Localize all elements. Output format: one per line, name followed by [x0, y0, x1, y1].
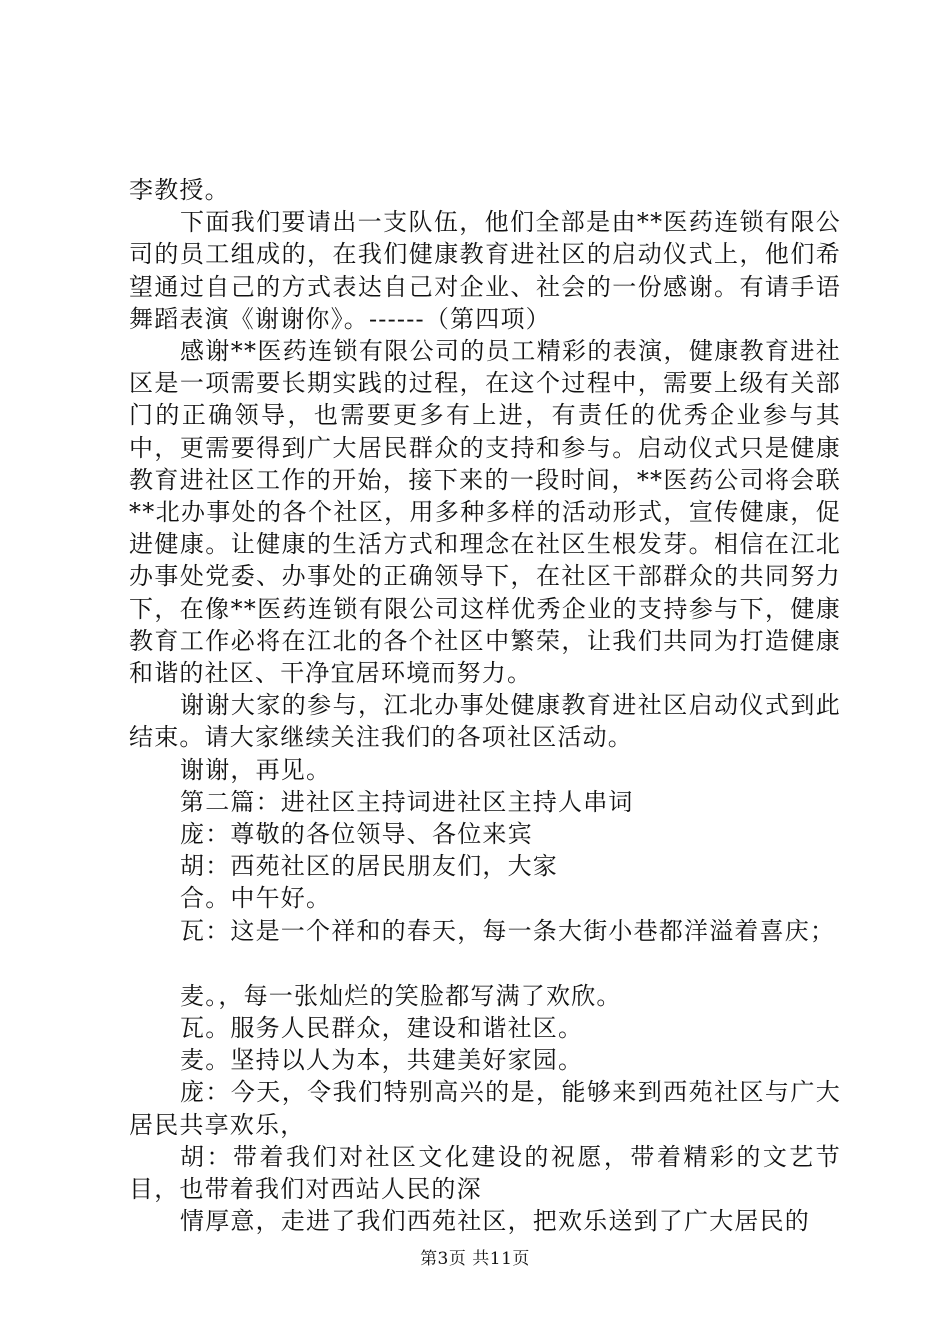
paragraph: 感谢**医药连锁有限公司的员工精彩的表演，健康教育进社区是一项需要长期实践的过程，在这个过程中，需要上级有关部门的正确领导，也需要更多有上进，有责任的优秀企业参与其中，更需要得到广大居民群众的支持和参与。启动仪式只是健康教育进社区工作的开始，接下来的一段时间，**医药公司将会联**北办事处的各个社区，用多种多样的活动形式，宣传健康，促进健康。让健康的生活方式和理念在社区生根发芽。相信在江北办事处党委、办事处的正确领导下，在社区干部群众的共同努力下，在像**医药连锁有限公司这样优秀企业的支持参与下，健康教育工作必将在江北的各个社区中繁荣，让我们共同为打造健康和谐的社区、干净宜居环境而努力。: [129, 337, 841, 688]
document-body: [129, 174, 841, 1238]
paragraph: 麦。坚持以人为本，共建美好家园。: [180, 1046, 584, 1075]
paragraph: 情厚意，走进了我们西苑社区，把欢乐送到了广大居民的: [180, 1207, 810, 1236]
paragraph: 瓦：这是一个祥和的春天，每一条大街小巷都洋溢着喜庆；: [180, 916, 836, 945]
paragraph: 庞：尊敬的各位领导、各位来宾: [180, 820, 533, 849]
paragraph: 胡：西苑社区的居民朋友们，大家: [180, 852, 558, 881]
paragraph: 李教授。: [129, 176, 230, 204]
paragraph: 麦。，每一张灿烂的笑脸都写满了欢欣。: [180, 981, 622, 1010]
paragraph: 庞：今天，令我们特别高兴的是，能够来到西苑社区与广大居民共享欢乐，: [129, 1078, 841, 1139]
page-number: 第3页 共11页: [420, 1249, 530, 1269]
paragraph: 瓦。服务人民群众，建设和谐社区。: [180, 1014, 584, 1043]
section-heading: 第二篇：进社区主持词进社区主持人串词: [180, 787, 634, 816]
paragraph: 谢谢大家的参与，江北办事处健康教育进社区启动仪式到此结束。请大家继续关注我们的各项社区活动。: [129, 691, 841, 752]
paragraph: 合。中午好。: [180, 884, 332, 913]
paragraph: 谢谢，再见。: [180, 755, 332, 784]
paragraph: 下面我们要请出一支队伍，他们全部是由**医药连锁有限公司的员工组成的，在我们健康教育进社区的启动仪式上，他们希望通过自己的方式表达自己对企业、社会的一份感谢。有请手语舞蹈表演《谢谢你》。------（第四项）: [129, 208, 841, 333]
paragraph: 胡：带着我们对社区文化建设的祝愿，带着精彩的文艺节目，也带着我们对西站人民的深: [129, 1142, 841, 1204]
page-footer: [0, 1244, 950, 1269]
